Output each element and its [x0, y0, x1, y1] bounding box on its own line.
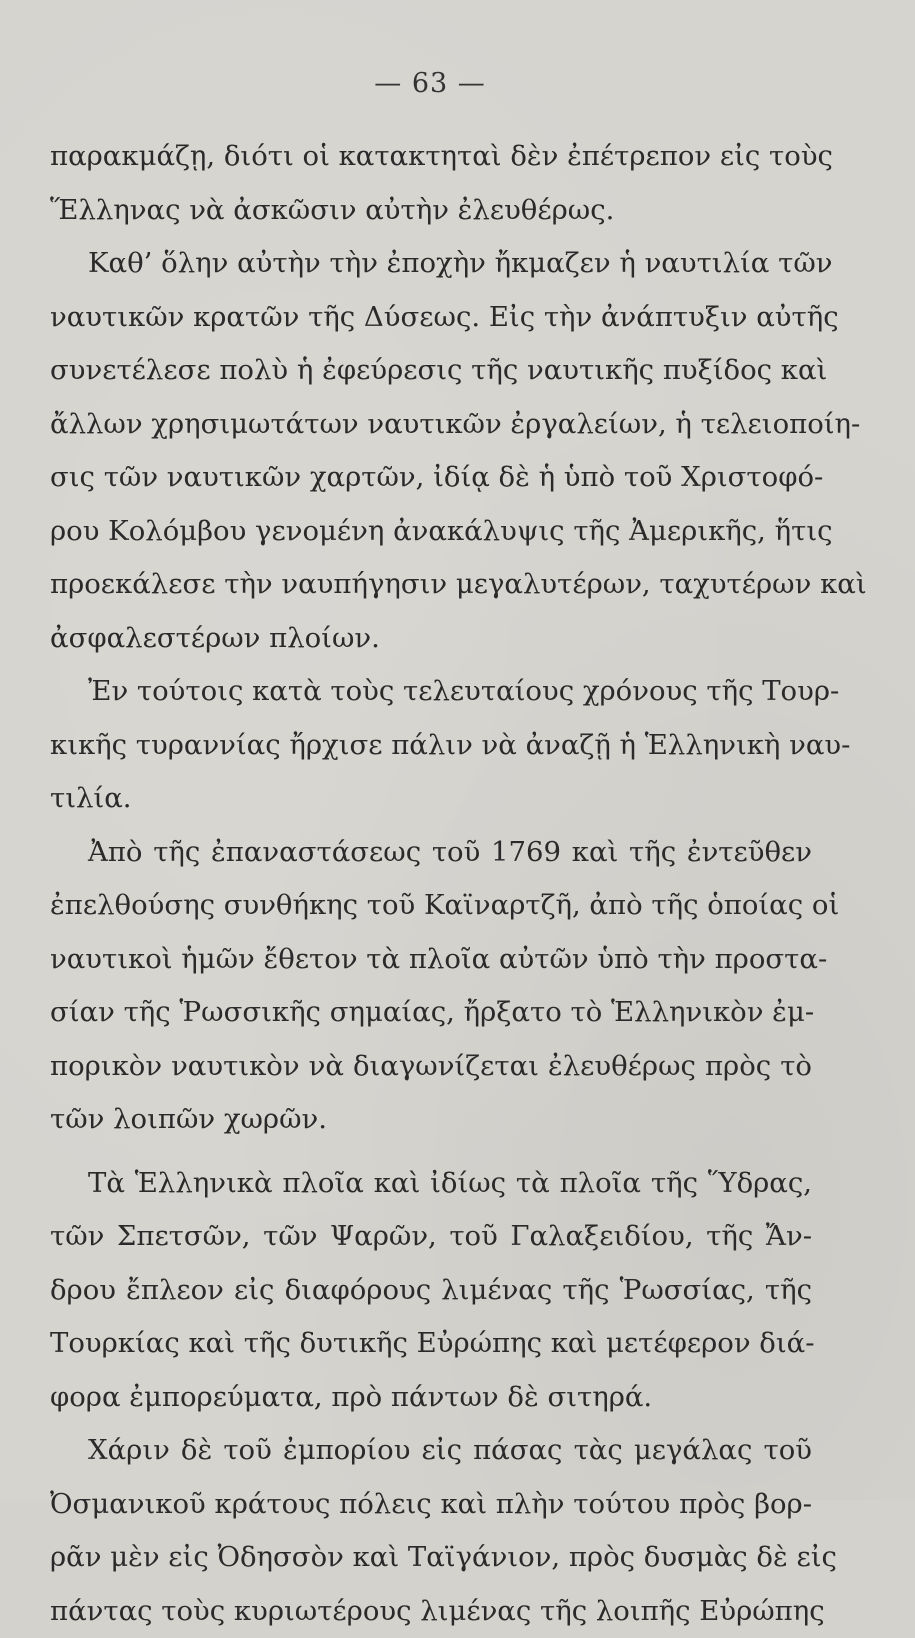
- text-line: παρακμάζῃ, διότι οἱ κατακτηταὶ δὲν ἐπέτρεπον εἰς τοὺς: [50, 130, 812, 184]
- text-line: ρου Κολόμβου γενομένη ἀνακάλυψις τῆς Ἀμερικῆς, ἥτις: [50, 505, 812, 559]
- text-line: τιλία.: [50, 772, 812, 826]
- text-line: Καθ’ ὅλην αὐτὴν τὴν ἐποχὴν ἤκμαζεν ἡ ναυτιλία τῶν: [50, 237, 812, 291]
- paragraph-gap: [50, 1147, 812, 1157]
- text-line: κικῆς τυραννίας ἤρχισε πάλιν νὰ ἀναζῇ ἡ Ἑλληνικὴ ναυ-: [50, 719, 812, 773]
- text-line: Ἀπὸ τῆς ἐπαναστάσεως τοῦ 1769 καὶ τῆς ἐντεῦθεν: [50, 826, 812, 880]
- text-line: Τὰ Ἑλληνικὰ πλοῖα καὶ ἰδίως τὰ πλοῖα τῆς Ὕδρας,: [50, 1157, 812, 1211]
- body-text: [50, 130, 812, 1638]
- paragraph: [50, 665, 812, 826]
- text-line: Τουρκίας καὶ τῆς δυτικῆς Εὐρώπης καὶ μετέφερον διά-: [50, 1317, 812, 1371]
- text-line: ναυτικοὶ ἡμῶν ἔθετον τὰ πλοῖα αὐτῶν ὑπὸ τὴν προστα-: [50, 933, 812, 987]
- text-line: Ὀσμανικοῦ κράτους πόλεις καὶ πλὴν τούτου πρὸς βορ-: [50, 1478, 812, 1532]
- paragraph: [50, 1157, 812, 1425]
- text-line: πορικὸν ναυτικὸν νὰ διαγωνίζεται ἐλευθέρως πρὸς τὸ: [50, 1040, 812, 1094]
- text-line: φορα ἐμπορεύματα, πρὸ πάντων δὲ σιτηρά.: [50, 1371, 812, 1425]
- page-number: — 63 —: [0, 68, 860, 99]
- text-line: ἐπελθούσης συνθήκης τοῦ Καϊναρτζῆ, ἀπὸ τῆς ὁποίας οἱ: [50, 879, 812, 933]
- text-line: πάντας τοὺς κυριωτέρους λιμένας τῆς λοιπῆς Εὐρώπης: [50, 1585, 812, 1638]
- text-line: ναυτικῶν κρατῶν τῆς Δύσεως. Εἰς τὴν ἀνάπτυξιν αὐτῆς: [50, 291, 812, 345]
- text-line: Ἐν τούτοις κατὰ τοὺς τελευταίους χρόνους τῆς Τουρ-: [50, 665, 812, 719]
- text-line: ἄλλων χρησιμωτάτων ναυτικῶν ἐργαλείων, ἡ τελειοποίη-: [50, 398, 812, 452]
- paragraph: [50, 826, 812, 1147]
- text-line: τῶν λοιπῶν χωρῶν.: [50, 1093, 812, 1147]
- text-line: Ἕλληνας νὰ ἀσκῶσιν αὐτὴν ἐλευθέρως.: [50, 184, 812, 238]
- text-line: ρᾶν μὲν εἰς Ὀδησσὸν καὶ Ταϊγάνιον, πρὸς δυσμὰς δὲ εἰς: [50, 1531, 812, 1585]
- text-line: Χάριν δὲ τοῦ ἐμπορίου εἰς πάσας τὰς μεγάλας τοῦ: [50, 1424, 812, 1478]
- text-line: σις τῶν ναυτικῶν χαρτῶν, ἰδίᾳ δὲ ἡ ὑπὸ τοῦ Χριστοφό-: [50, 451, 812, 505]
- text-line: δρου ἔπλεον εἰς διαφόρους λιμένας τῆς Ῥωσσίας, τῆς: [50, 1264, 812, 1318]
- text-line: σίαν τῆς Ῥωσσικῆς σημαίας, ἤρξατο τὸ Ἑλληνικὸν ἐμ-: [50, 986, 812, 1040]
- text-line: συνετέλεσε πολὺ ἡ ἐφεύρεσις τῆς ναυτικῆς πυξίδος καὶ: [50, 344, 812, 398]
- paragraph: [50, 237, 812, 665]
- text-line: ἀσφαλεστέρων πλοίων.: [50, 612, 812, 666]
- text-line: προεκάλεσε τὴν ναυπήγησιν μεγαλυτέρων, ταχυτέρων καὶ: [50, 558, 812, 612]
- text-line: τῶν Σπετσῶν, τῶν Ψαρῶν, τοῦ Γαλαξειδίου, τῆς Ἄν-: [50, 1210, 812, 1264]
- paragraph: [50, 1424, 812, 1638]
- paragraph: [50, 130, 812, 237]
